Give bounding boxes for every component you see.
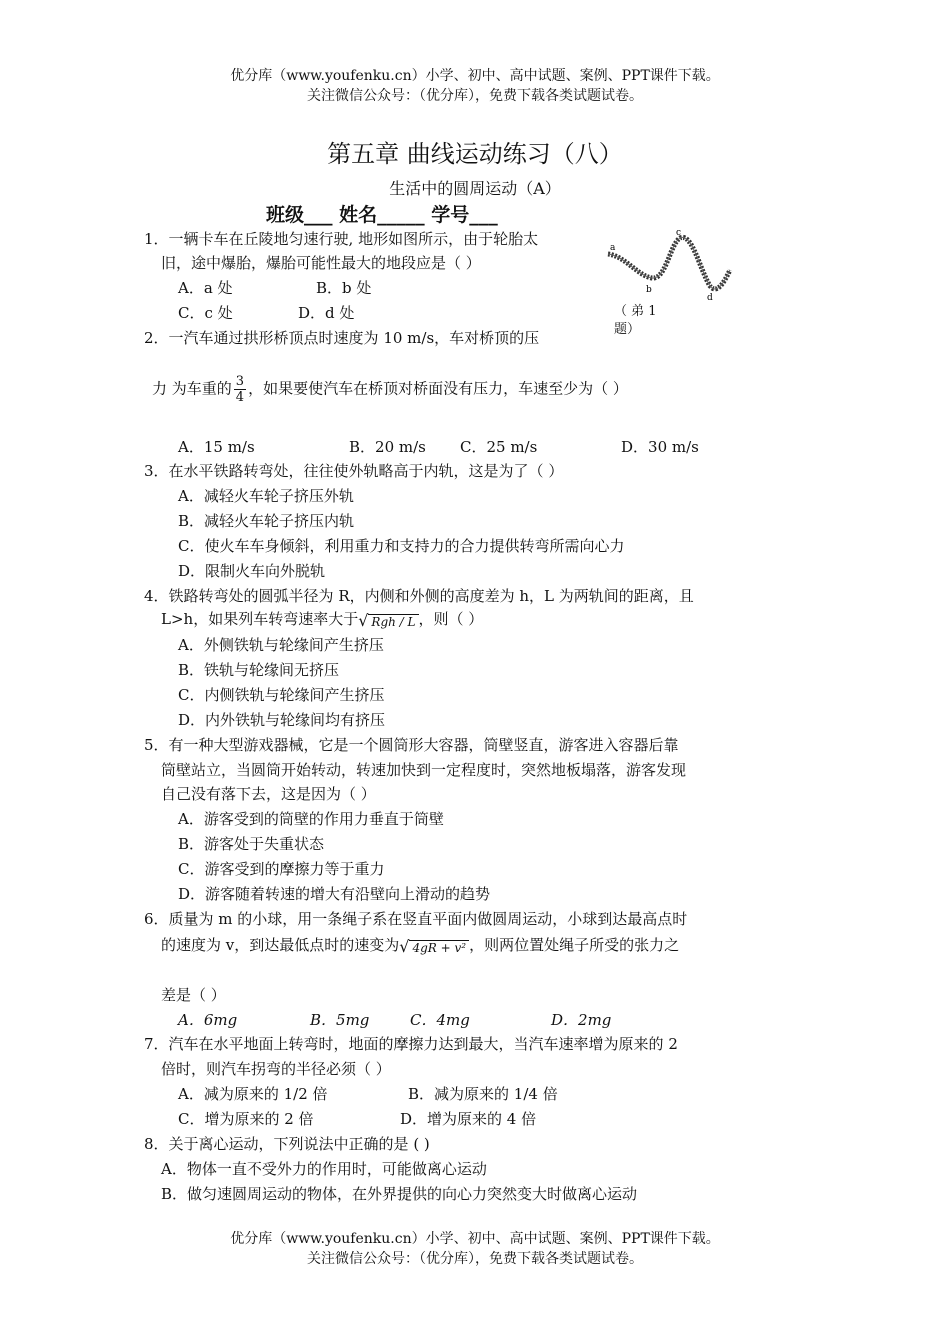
label-d: d [707, 293, 713, 303]
q4-option-a: A．外侧铁轨与轮缘间产生挤压 [178, 636, 384, 654]
q6-option-d: D．2mg [551, 1011, 612, 1029]
q4-stem-post: ，则（ ） [418, 610, 484, 628]
q2-option-b: B．20 m/s [349, 438, 426, 456]
q6-stem-line-3: 差是（ ） [161, 986, 226, 1004]
q5-stem-line-2: 筒壁站立，当圆筒开始转动，转速加快到一定程度时，突然地板塌落，游客发现 [161, 761, 687, 779]
q5-option-c: C．游客受到的摩擦力等于重力 [178, 860, 385, 878]
q3-stem: 3．在水平铁路转弯处，往往使外轨略高于内轨，这是为了（ ） [144, 462, 564, 480]
q6-stem-line-2 [161, 934, 679, 956]
footer-line-2: 关注微信公众号：（优分库），免费下载各类试题试卷。 [307, 1251, 643, 1267]
label-a: a [610, 243, 616, 253]
label-c: c [676, 228, 682, 238]
q4-option-d: D．内外铁轨与轮缘间均有挤压 [178, 711, 386, 729]
q3-option-a: A．减轻火车轮子挤压外轨 [178, 487, 354, 505]
page-subtitle: 生活中的圆周运动（A） [389, 179, 561, 198]
page-title: 第五章 曲线运动练习（八） [327, 140, 623, 168]
class-name-id-line: 班级___ 姓名_____ 学号___ [266, 204, 498, 226]
q2-stem-line-2 [152, 374, 628, 405]
q7-option-c: C．增为原来的 2 倍 [178, 1110, 314, 1128]
terrain-wave-drawing [600, 226, 740, 306]
q2-stem-line-1: 2．一汽车通过拱形桥顶点时速度为 10 m/s，车对桥顶的压 [144, 329, 540, 347]
q6-sqrt-radicand: 4gR + v² [409, 940, 469, 955]
figure-caption-1: （ 弟 1 [614, 304, 657, 319]
q6-option-b: B．5mg [310, 1011, 370, 1029]
q6-stem-pre: 的速度为 v，到达最低点时的速变为 [161, 936, 400, 954]
figure-caption-2: 题） [614, 322, 641, 337]
q6-sqrt-expression [399, 937, 469, 956]
q3-option-c: C．使火车车身倾斜，利用重力和支持力的合力提供转弯所需向心力 [178, 537, 625, 555]
q6-option-a: A．6mg [178, 1011, 238, 1029]
q2-option-d: D．30 m/s [621, 438, 699, 456]
q5-option-b: B．游客处于失重状态 [178, 835, 325, 853]
q4-stem-line-1: 4．铁路转弯处的圆弧半径为 R，内侧和外侧的高度差为 h，L 为两轨间的距离，且 [144, 587, 694, 605]
q4-option-b: B．铁轨与轮缘间无挤压 [178, 661, 340, 679]
q3-option-b: B．减轻火车轮子挤压内轨 [178, 512, 355, 530]
header-line-1: 优分库（www.youfenku.cn）小学、初中、高中试题、案例、PPT课件下载。 [230, 68, 720, 84]
q2-fraction-denominator: 4 [235, 390, 245, 405]
q5-option-d: D．游客随着转速的增大有沿壁向上滑动的趋势 [178, 885, 491, 903]
q5-stem-line-3: 自己没有落下去，这是因为（ ） [161, 785, 376, 803]
q2-fraction [234, 374, 246, 405]
q5-option-a: A．游客受到的筒壁的作用力垂直于筒壁 [178, 810, 444, 828]
q2-stem-pre: 力 为车重的 [152, 379, 232, 398]
terrain-figure [600, 226, 740, 338]
q1-option-c: C．c 处 [178, 304, 233, 322]
q1-option-d: D．d 处 [298, 304, 355, 322]
q2-stem-post: ，如果要使汽车在桥顶对桥面没有压力，车速至少为（ ） [248, 379, 628, 398]
q7-stem-line-1: 7．汽车在水平地面上转弯时，地面的摩擦力达到最大，当汽车速率增为原来的 2 [144, 1035, 678, 1053]
footer-line-1: 优分库（www.youfenku.cn）小学、初中、高中试题、案例、PPT课件下载。 [230, 1231, 720, 1247]
q4-sqrt-expression [358, 611, 418, 630]
q8-option-a: A．物体一直不受外力的作用时，可能做离心运动 [161, 1160, 487, 1178]
label-b: b [646, 285, 652, 295]
header-line-2: 关注微信公众号：（优分库），免费下载各类试题试卷。 [307, 88, 643, 104]
sqrt-symbol: √ [399, 936, 410, 956]
q7-option-d: D．增为原来的 4 倍 [400, 1110, 537, 1128]
q6-stem-post: ，则两位置处绳子所受的张力之 [469, 936, 680, 954]
q1-stem-line-1: 1．一辆卡车在丘陵地匀速行驶, 地形如图所示，由于轮胎太 [144, 230, 539, 248]
q4-sqrt-radicand: Rgh / L [368, 614, 418, 629]
q3-option-d: D．限制火车向外脱轨 [178, 562, 326, 580]
q1-option-a: A．a 处 [178, 279, 233, 297]
q7-stem-line-2: 倍时，则汽车拐弯的半径必须（ ） [161, 1060, 391, 1078]
q8-stem: 8．关于离心运动，下列说法中正确的是 ( ) [144, 1135, 430, 1153]
q6-stem-line-1: 6．质量为 m 的小球，用一条绳子系在竖直平面内做圆周运动，小球到达最高点时 [144, 910, 688, 928]
q2-option-a: A．15 m/s [178, 438, 255, 456]
q4-option-c: C．内侧铁轨与轮缘间产生挤压 [178, 686, 385, 704]
sqrt-symbol: √ [358, 610, 369, 630]
q2-option-c: C．25 m/s [460, 438, 538, 456]
q7-option-a: A．减为原来的 1/2 倍 [178, 1085, 328, 1103]
q8-option-b: B．做匀速圆周运动的物体，在外界提供的向心力突然变大时做离心运动 [161, 1185, 638, 1203]
q7-option-b: B．减为原来的 1/4 倍 [408, 1085, 558, 1103]
q4-stem-line-2 [161, 608, 483, 630]
q6-option-c: C．4mg [410, 1011, 470, 1029]
q1-stem-line-2: 旧，途中爆胎，爆胎可能性最大的地段应是（ ） [161, 254, 481, 272]
q4-stem-pre: L>h，如果列车转弯速率大于 [161, 610, 359, 628]
q5-stem-line-1: 5．有一种大型游戏器械，它是一个圆筒形大容器，筒壁竖直，游客进入容器后靠 [144, 736, 679, 754]
q1-option-b: B．b 处 [316, 279, 372, 297]
q2-fraction-numerator: 3 [235, 374, 245, 389]
